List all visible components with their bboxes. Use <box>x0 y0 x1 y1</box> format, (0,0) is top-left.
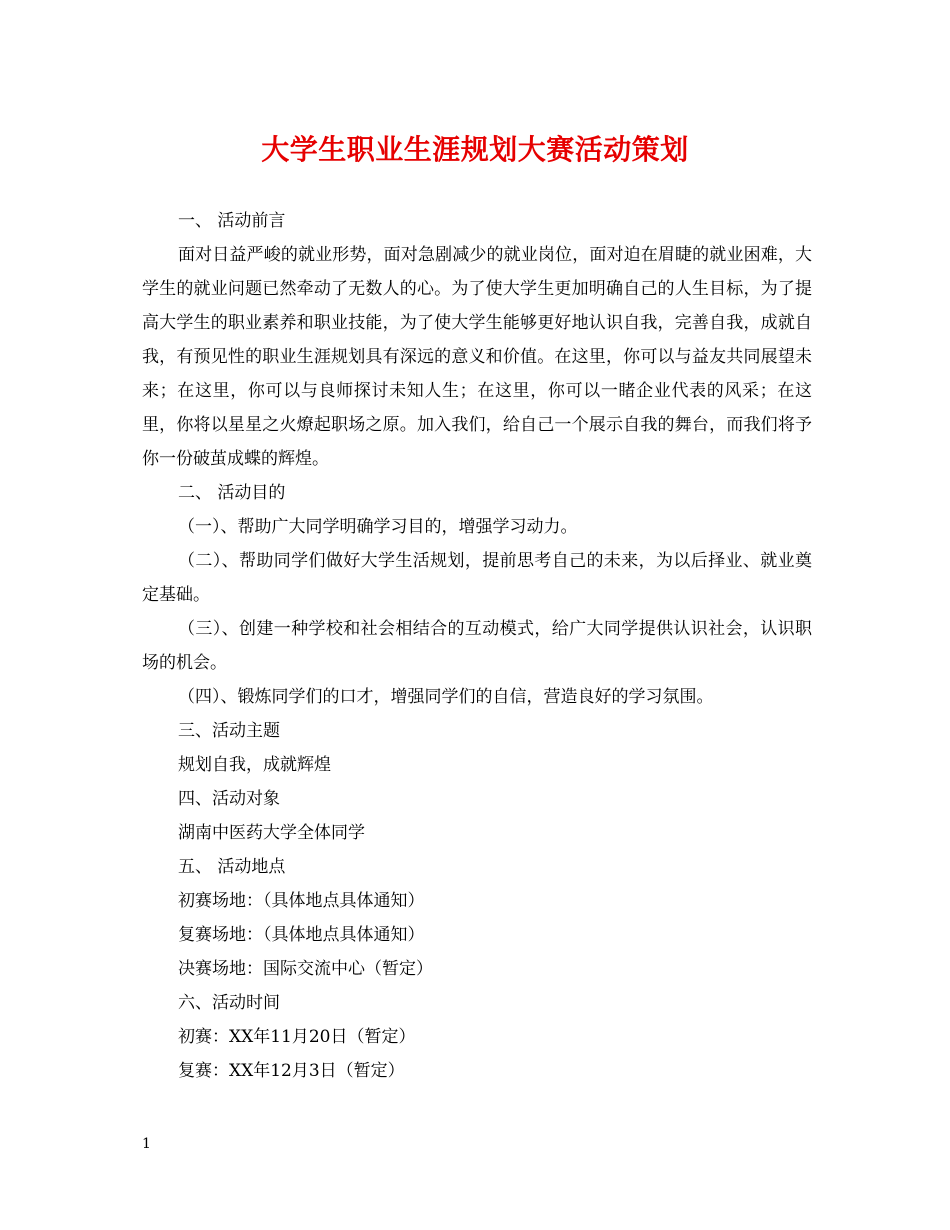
venue-semifinal: 复赛场地：（具体地点具体通知） <box>178 925 425 945</box>
page-number: 1 <box>142 1136 151 1152</box>
document-body <box>142 204 812 1088</box>
audience-text: 湖南中医药大学全体同学 <box>178 823 365 843</box>
purpose-item-4: （四）、锻炼同学们的口才，增强同学们的自信，营造良好的学习氛围。 <box>178 687 714 707</box>
purpose-item-3: （三）、创建一种学校和社会相结合的互动模式，给广大同学提供认识社会，认识职场的机会。 <box>142 619 812 673</box>
purpose-item-1: （一）、帮助广大同学明确学习目的，增强学习动力。 <box>178 517 578 537</box>
section-heading-theme: 三、活动主题 <box>178 721 280 741</box>
time-semifinal: 复赛：XX年12月3日（暂定） <box>178 1061 405 1081</box>
section-heading-venue: 五、 活动地点 <box>178 857 286 877</box>
document-title: 大学生职业生涯规划大赛活动策划 <box>261 133 689 166</box>
section-heading-time: 六、活动时间 <box>178 993 280 1013</box>
venue-final: 决赛场地：国际交流中心（暂定） <box>178 959 433 979</box>
section-heading-audience: 四、活动对象 <box>178 789 280 809</box>
time-preliminary: 初赛：XX年11月20日（暂定） <box>178 1027 416 1047</box>
theme-text: 规划自我，成就辉煌 <box>178 755 331 775</box>
section-heading-purpose: 二、 活动目的 <box>178 483 286 503</box>
purpose-item-2: （二）、帮助同学们做好大学生活规划，提前思考自己的未来，为以后择业、就业奠定基础。 <box>142 551 812 605</box>
preface-paragraph: 面对日益严峻的就业形势，面对急剧减少的就业岗位，面对迫在眉睫的就业困难，大学生的就业问题已然牵动了无数人的心。为了使大学生更加明确自己的人生目标，为了提高大学生的职业素养和职业技能，为了使大学生能够更好地认识自我，完善自我，成就自我，有预见性的职业生涯规划具有深远的意义和价值。在这里，你可以与益友共同展望未来；在这里，你可以与良师探讨未知人生；在这里，你可以一睹企业代表的风采；在这里，你将以星星之火燎起职场之原。加入我们，给自己一个展示自我的舞台，而我们将予你一份破茧成蝶的辉煌。 <box>142 245 812 469</box>
venue-preliminary: 初赛场地：（具体地点具体通知） <box>178 891 425 911</box>
section-heading-preface: 一、 活动前言 <box>178 211 286 231</box>
